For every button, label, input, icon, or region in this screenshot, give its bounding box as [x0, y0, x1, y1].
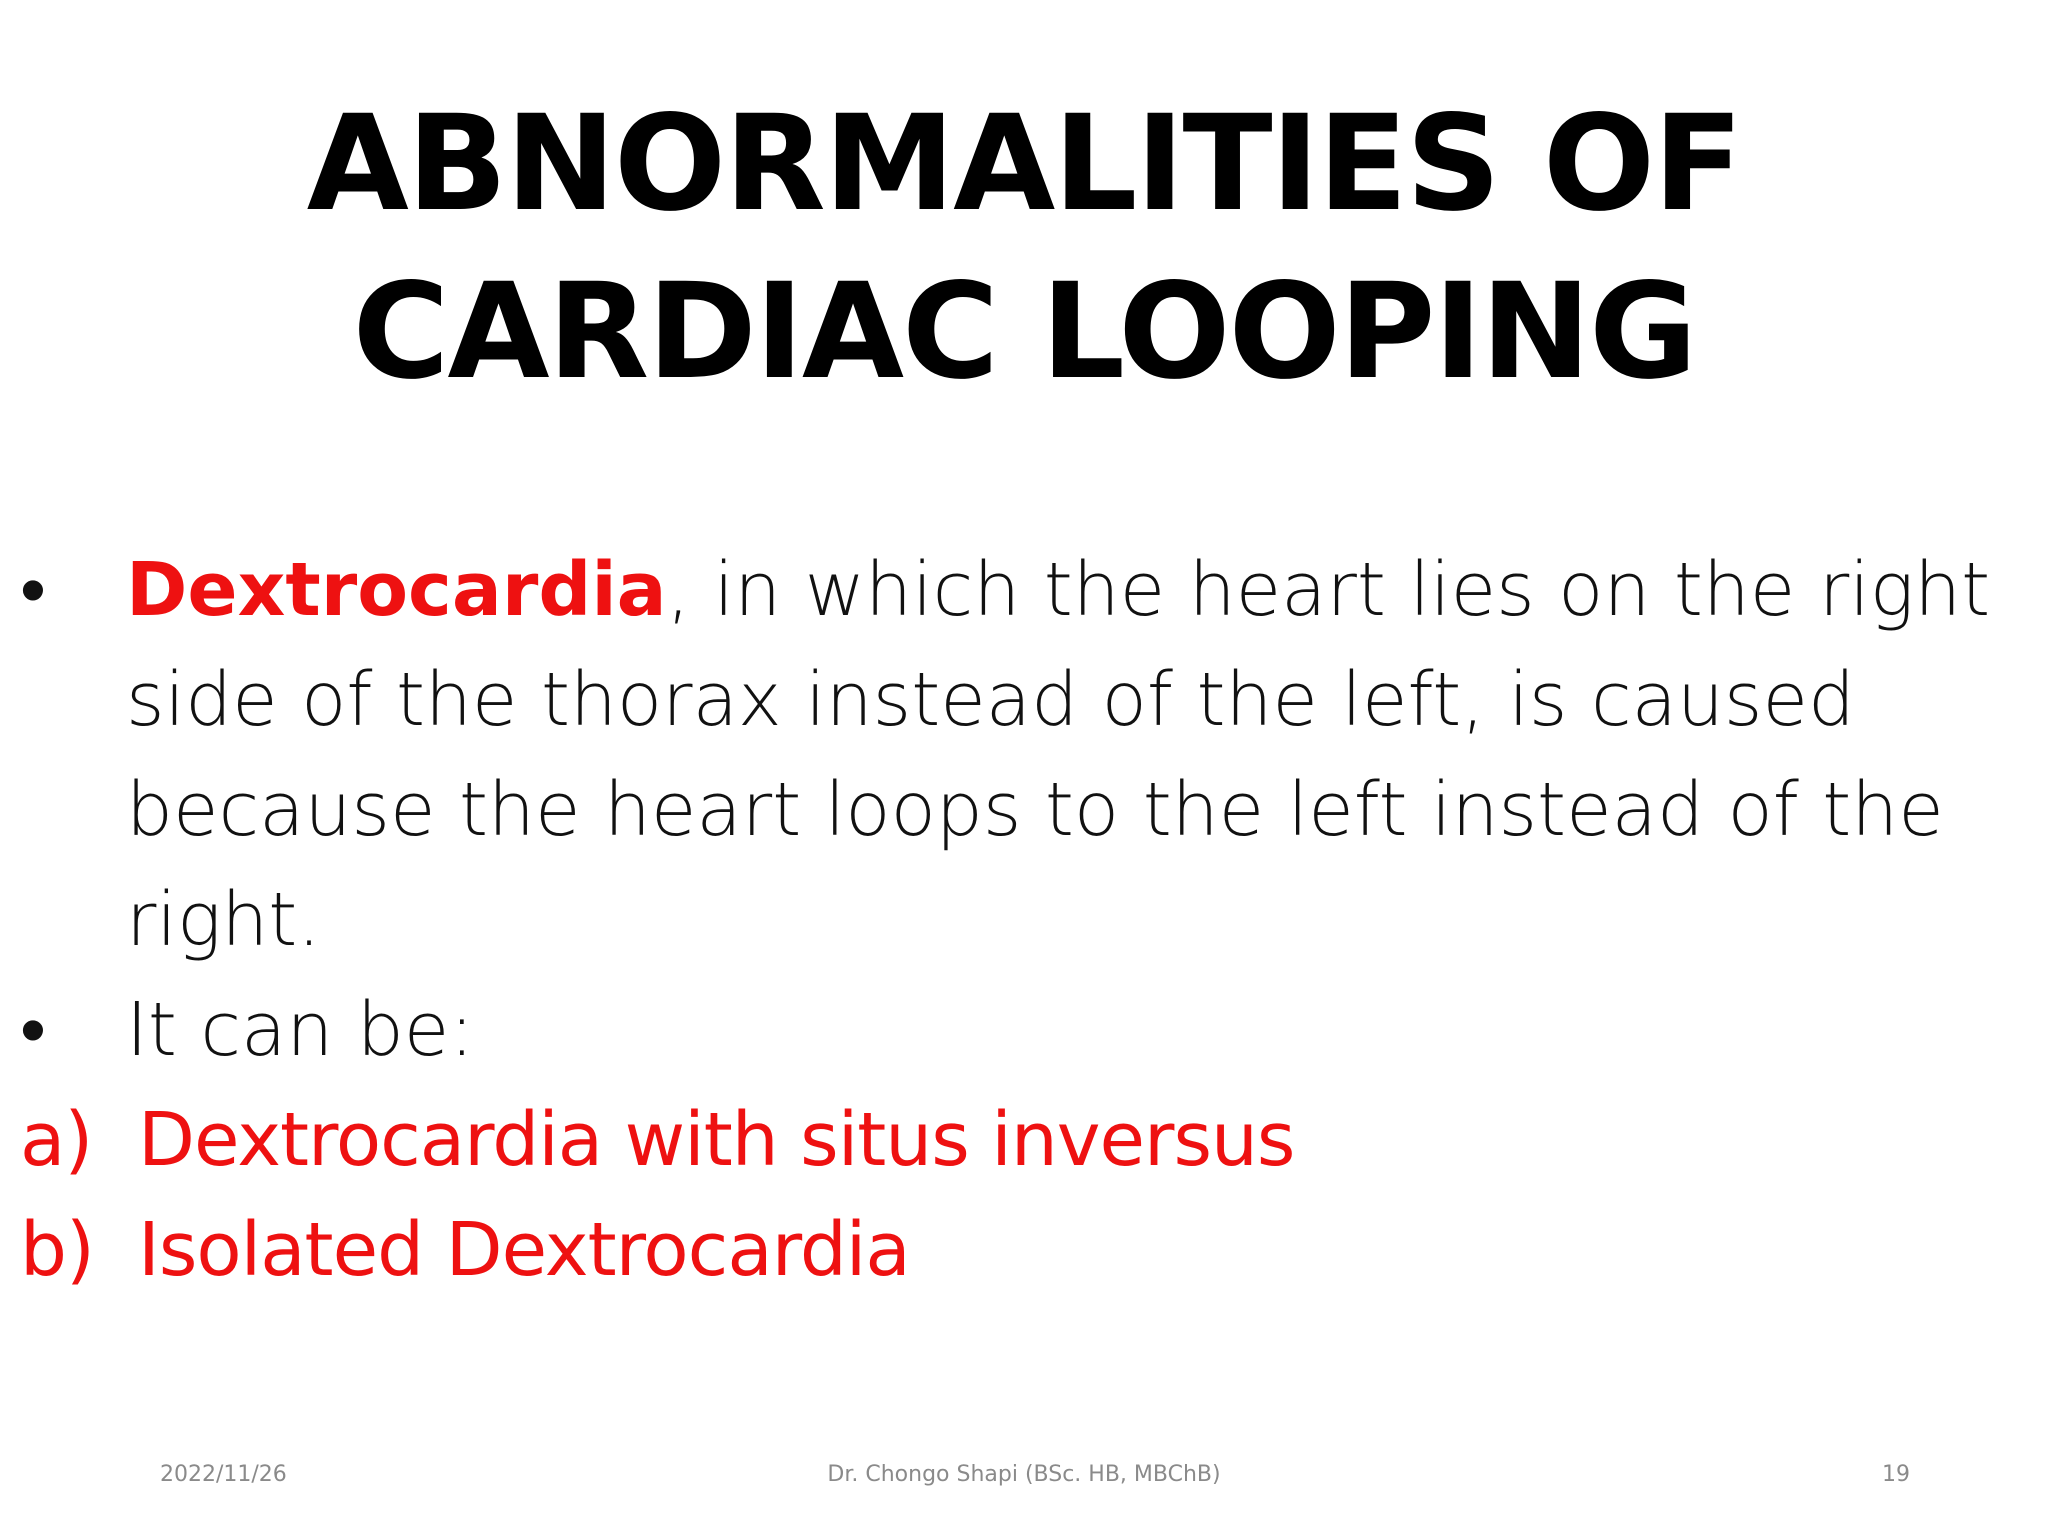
slide-title-line-2: CARDIAC LOOPING — [352, 255, 1696, 409]
sub-item-marker: b) — [20, 1207, 94, 1293]
bullet-dot: • — [20, 547, 46, 633]
bullet-item-it-can-be — [20, 975, 2010, 1085]
footer-author: Dr. Chongo Shapi (BSc. HB, MBChB) — [827, 1462, 1221, 1487]
sub-item-a — [20, 1085, 2010, 1195]
bullet-item-dextrocardia — [20, 535, 2010, 975]
slide-body — [20, 535, 2010, 1305]
bullet-text: , in which the heart lies on the right side of the thorax instead of the left, is caused because the heart loops to the left instead of the right. — [126, 547, 1991, 963]
slide-title-line-1: ABNORMALITIES OF — [306, 87, 1742, 241]
bullet-text: It can be: — [126, 987, 475, 1073]
sub-item-marker: a) — [20, 1097, 93, 1183]
sub-item-text: Dextrocardia with situs inversus — [138, 1097, 1295, 1183]
slide-title — [0, 80, 2048, 416]
footer-page-number: 19 — [1882, 1462, 1910, 1487]
sub-item-b — [20, 1195, 2010, 1305]
bullet-dot: • — [20, 987, 46, 1073]
footer-date: 2022/11/26 — [160, 1462, 287, 1487]
bullet-term: Dextrocardia — [126, 547, 667, 633]
sub-item-text: Isolated Dextrocardia — [138, 1207, 910, 1293]
